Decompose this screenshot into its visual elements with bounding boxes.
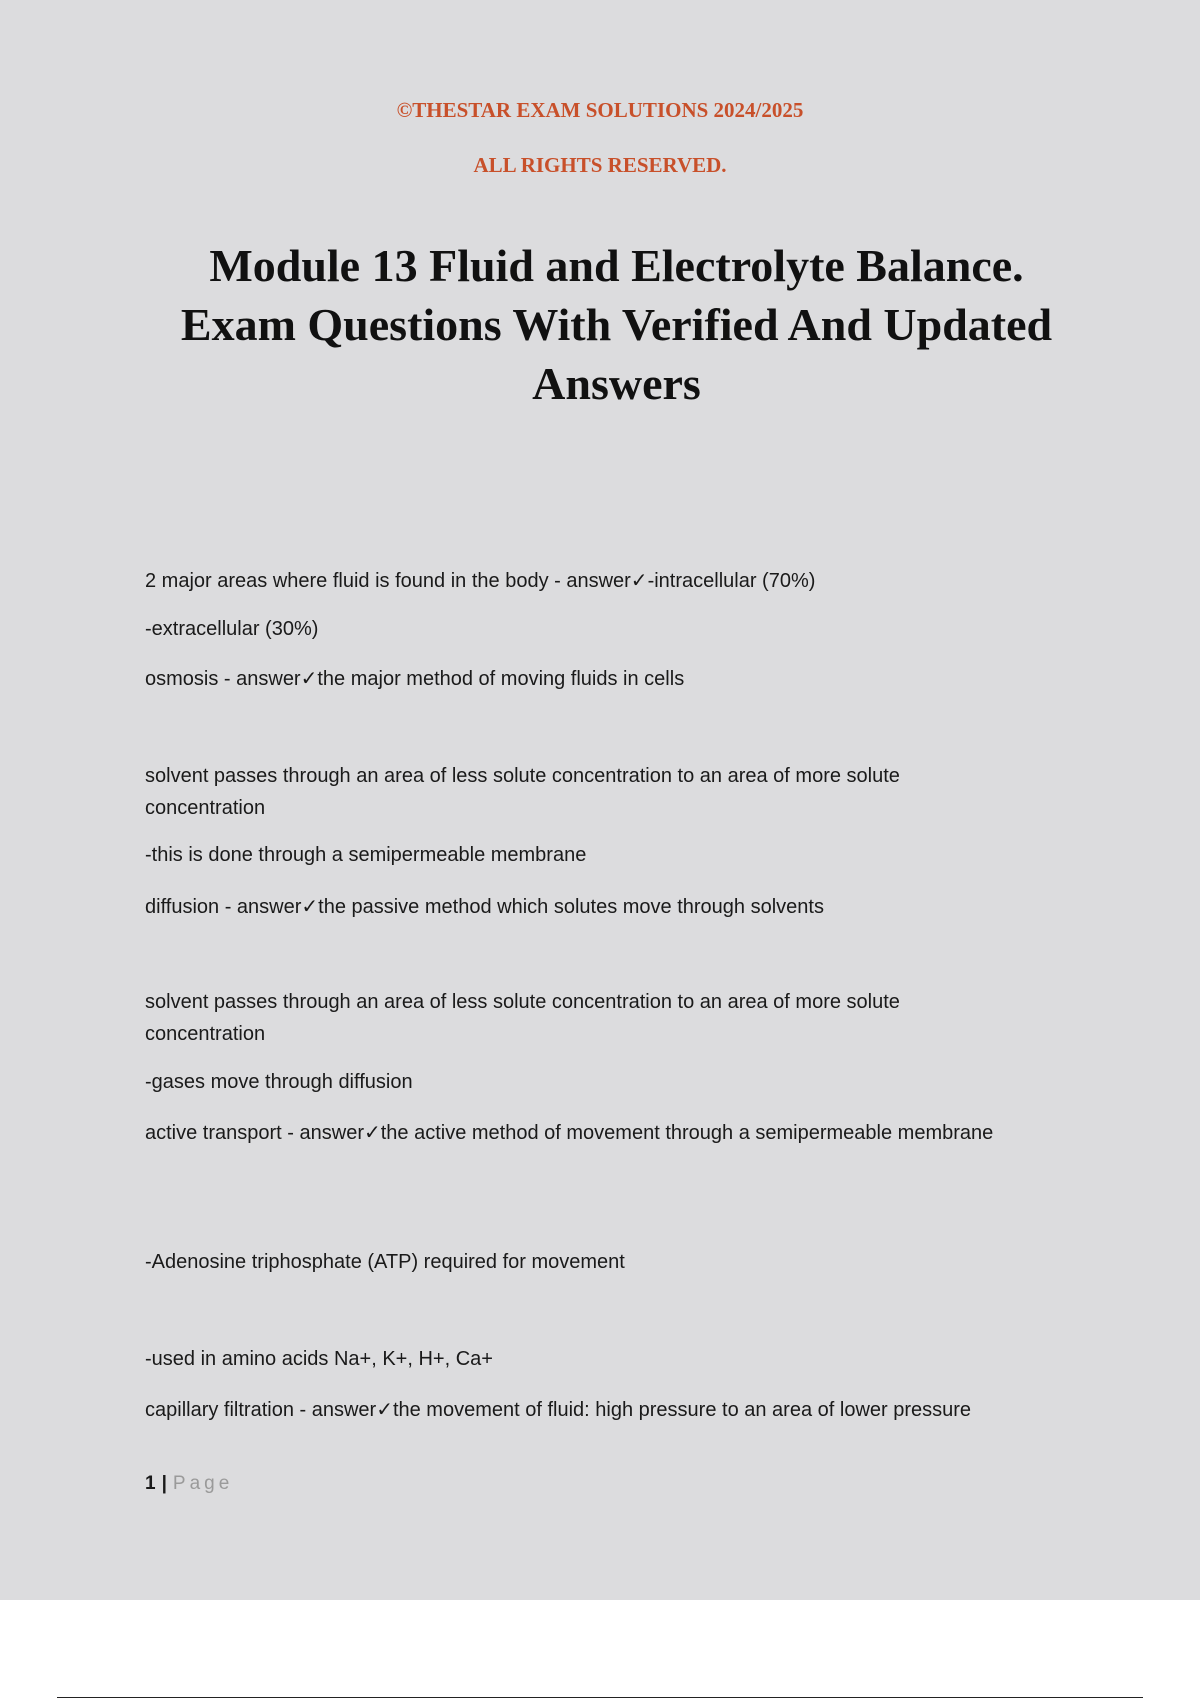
title-line-2: Exam Questions With Verified And Updated [180, 299, 1053, 350]
page-label: Page [172, 1473, 234, 1494]
body-paragraph: solvent passes through an area of less solute concentration to an area of more solute concentration [145, 765, 900, 819]
rights-reserved-header: ALL RIGHTS RESERVED. [473, 153, 727, 177]
body-paragraph: -Adenosine triphosphate (ATP) required for movement [145, 1251, 625, 1273]
bottom-divider [57, 1697, 1143, 1698]
page-footer [145, 1473, 233, 1495]
body-paragraph: -used in amino acids Na+, K+, H+, Ca+ [145, 1348, 493, 1370]
copyright-header: ©THESTAR EXAM SOLUTIONS 2024/2025 [396, 98, 804, 122]
footer-separator: | [161, 1473, 167, 1494]
body-paragraph: osmosis - answer✓the major method of moving fluids in cells [145, 668, 685, 690]
page-number: 1 [145, 1473, 156, 1494]
body-paragraph: -extracellular (30%) [145, 618, 319, 640]
document-title [80, 236, 1153, 413]
body-paragraph: active transport - answer✓the active method of movement through a semipermeable membrane [145, 1122, 994, 1144]
body-paragraph: capillary filtration - answer✓the movement of fluid: high pressure to an area of lower pressure [145, 1399, 972, 1421]
body-paragraph: diffusion - answer✓the passive method which solutes move through solvents [145, 896, 824, 918]
body-paragraph: 2 major areas where fluid is found in the body - answer✓-intracellular (70%) [145, 570, 816, 592]
title-line-1: Module 13 Fluid and Electrolyte Balance. [209, 240, 1024, 291]
title-line-3: Answers [532, 358, 701, 409]
body-paragraph: -this is done through a semipermeable membrane [145, 844, 587, 866]
body-paragraph: solvent passes through an area of less solute concentration to an area of more solute concentration [145, 991, 900, 1045]
body-paragraph: -gases move through diffusion [145, 1071, 413, 1093]
